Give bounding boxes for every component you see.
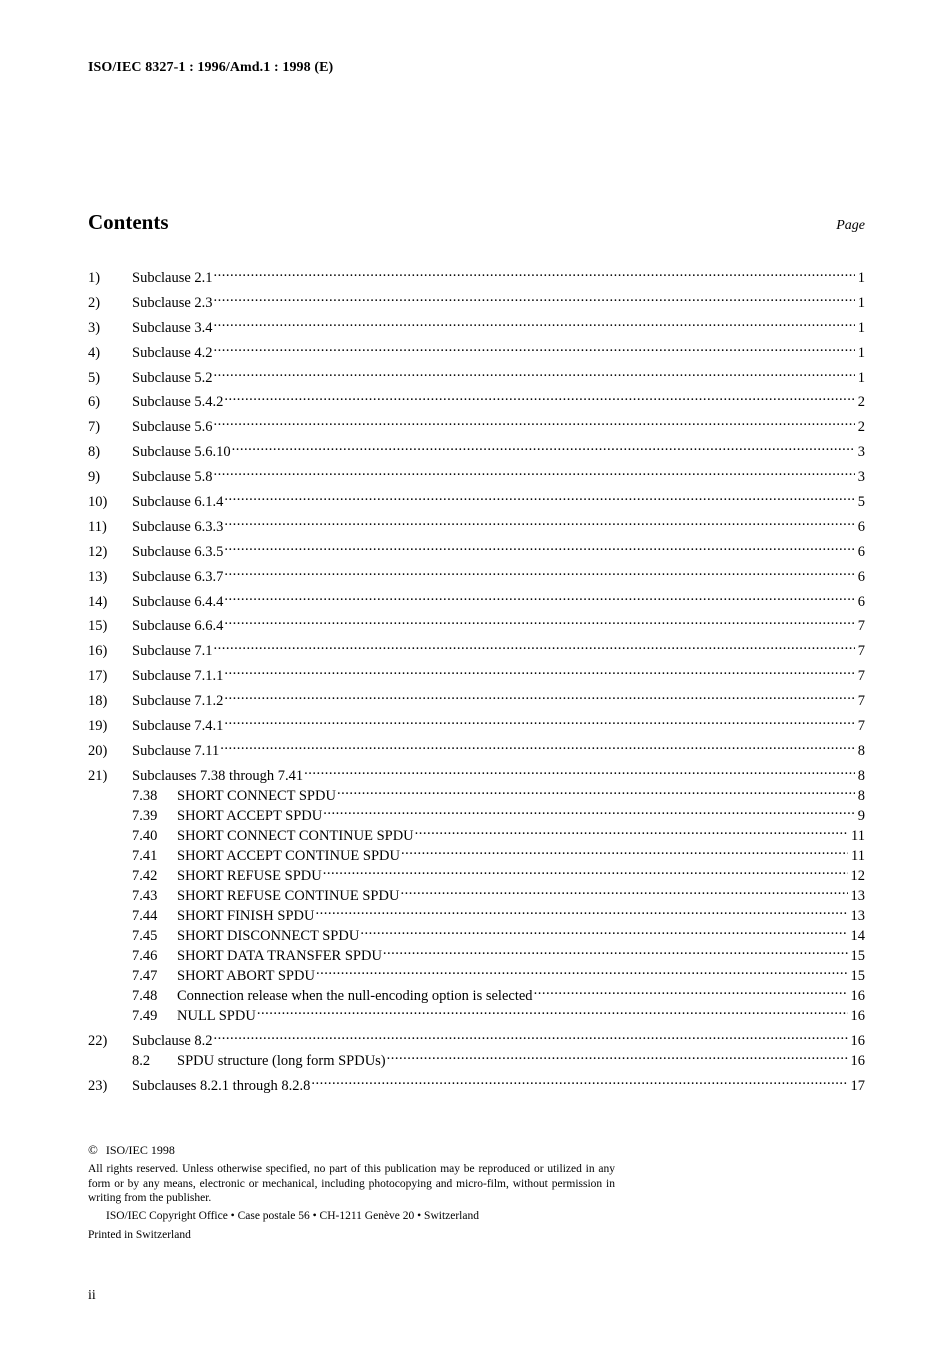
toc-subitem-number: 7.43 bbox=[132, 887, 158, 904]
toc-row bbox=[88, 262, 865, 286]
toc-item-title: Subclause 6.1.4 bbox=[132, 494, 224, 511]
toc-subitem-number: 7.42 bbox=[132, 867, 158, 884]
toc-item-number: 13) bbox=[88, 568, 108, 585]
document-reference: ISO/IEC 8327-1 : 1996/Amd.1 : 1998 (E) bbox=[88, 60, 334, 75]
toc-subitem-page: 13 bbox=[850, 887, 865, 904]
dot-leader bbox=[224, 386, 854, 406]
toc-entry bbox=[88, 610, 865, 635]
toc-subrow bbox=[88, 840, 865, 864]
toc-subitem-title: SHORT REFUSE CONTINUE SPDU bbox=[177, 887, 400, 904]
toc-item-page: 7 bbox=[857, 718, 865, 735]
toc-item-number: 5) bbox=[88, 369, 101, 386]
toc-item-title: Subclause 5.6 bbox=[132, 419, 213, 436]
toc-item-page: 8 bbox=[857, 767, 865, 784]
contents-header bbox=[88, 210, 865, 240]
toc-subitem-page: 12 bbox=[850, 867, 865, 884]
toc-item-number: 12) bbox=[88, 543, 108, 560]
toc-entry bbox=[88, 362, 865, 386]
toc-item-number: 14) bbox=[88, 593, 108, 610]
toc-row bbox=[88, 436, 865, 461]
toc-item-page: 3 bbox=[857, 444, 865, 461]
dot-leader bbox=[232, 436, 855, 456]
toc-item-page: 2 bbox=[857, 394, 865, 411]
toc-entry bbox=[88, 287, 865, 311]
toc-item-number: 1) bbox=[88, 270, 101, 286]
dot-leader bbox=[323, 800, 854, 820]
page-number: ii bbox=[88, 1288, 96, 1303]
toc-row bbox=[88, 362, 865, 386]
toc-item-page: 1 bbox=[857, 319, 865, 336]
toc-item-page: 1 bbox=[857, 369, 865, 386]
toc-entry bbox=[88, 685, 865, 710]
toc-entry bbox=[88, 436, 865, 461]
toc-item-title: Subclause 7.11 bbox=[132, 742, 220, 759]
dot-leader bbox=[387, 1045, 848, 1065]
toc-row bbox=[88, 635, 865, 660]
toc-row bbox=[88, 386, 865, 411]
toc-item-title: Subclause 7.1.1 bbox=[132, 668, 224, 685]
toc-subitem-title: SHORT REFUSE SPDU bbox=[177, 867, 322, 884]
toc-row bbox=[88, 312, 865, 336]
toc-row bbox=[88, 710, 865, 735]
toc-item-title: Subclause 5.4.2 bbox=[132, 394, 224, 411]
toc-item-title: Subclause 6.6.4 bbox=[132, 618, 224, 635]
dot-leader bbox=[224, 660, 854, 680]
toc-item-page: 7 bbox=[857, 618, 865, 635]
toc-subitem-page: 9 bbox=[857, 807, 865, 824]
dot-leader bbox=[257, 1000, 848, 1020]
toc-item-page: 7 bbox=[857, 668, 865, 685]
toc-entry bbox=[88, 486, 865, 511]
table-of-contents bbox=[88, 262, 865, 1094]
toc-entry bbox=[88, 710, 865, 735]
toc-item-page: 6 bbox=[857, 568, 865, 585]
toc-subitem-title: SHORT DISCONNECT SPDU bbox=[177, 927, 360, 944]
toc-subitem-title: SHORT CONNECT SPDU bbox=[177, 787, 336, 804]
toc-subrow bbox=[88, 980, 865, 1004]
toc-entry bbox=[88, 461, 865, 486]
toc-item-page: 5 bbox=[857, 494, 865, 511]
dot-leader bbox=[360, 920, 847, 940]
dot-leader bbox=[224, 486, 854, 506]
printed-location: Printed in Switzerland bbox=[88, 1229, 191, 1241]
dot-leader bbox=[220, 735, 854, 755]
toc-subrow bbox=[88, 1045, 865, 1069]
toc-subitem-number: 7.44 bbox=[132, 907, 158, 924]
toc-entry bbox=[88, 760, 865, 1024]
dot-leader bbox=[383, 940, 848, 960]
dot-leader bbox=[224, 511, 854, 531]
dot-leader bbox=[214, 362, 855, 382]
toc-item-title: Subclauses 7.38 through 7.41 bbox=[132, 767, 304, 784]
toc-row bbox=[88, 486, 865, 511]
toc-subitem-title: SHORT ABORT SPDU bbox=[177, 967, 315, 984]
toc-subrow bbox=[88, 880, 865, 904]
toc-subrow bbox=[88, 860, 865, 884]
toc-item-number: 21) bbox=[88, 767, 108, 784]
dot-leader bbox=[323, 860, 848, 880]
toc-row bbox=[88, 337, 865, 361]
toc-item-title: Subclauses 8.2.1 through 8.2.8 bbox=[132, 1077, 311, 1094]
toc-subitem-page: 15 bbox=[850, 947, 865, 964]
toc-item-title: Subclause 7.1.2 bbox=[132, 693, 224, 710]
toc-entry bbox=[88, 337, 865, 361]
toc-item-title: Subclause 6.3.7 bbox=[132, 568, 224, 585]
dot-leader bbox=[534, 980, 848, 1000]
toc-item-number: 6) bbox=[88, 394, 101, 411]
toc-subitem-number: 7.47 bbox=[132, 967, 158, 984]
toc-row bbox=[88, 287, 865, 311]
dot-leader bbox=[337, 780, 855, 800]
toc-item-title: Subclause 6.3.5 bbox=[132, 543, 224, 560]
toc-row bbox=[88, 660, 865, 685]
toc-entry bbox=[88, 660, 865, 685]
contents-title: Contents bbox=[88, 210, 169, 234]
toc-item-title: Subclause 5.2 bbox=[132, 369, 213, 386]
toc-subrow bbox=[88, 820, 865, 844]
toc-entry bbox=[88, 511, 865, 535]
dot-leader bbox=[214, 1025, 848, 1045]
toc-item-number: 10) bbox=[88, 494, 108, 511]
toc-row bbox=[88, 411, 865, 436]
dot-leader bbox=[224, 610, 854, 630]
dot-leader bbox=[304, 760, 855, 780]
toc-item-page: 17 bbox=[850, 1077, 865, 1094]
toc-row bbox=[88, 685, 865, 710]
toc-item-title: Subclause 8.2 bbox=[132, 1032, 213, 1049]
dot-leader bbox=[214, 461, 855, 481]
toc-subitem-page: 16 bbox=[850, 1052, 865, 1069]
toc-subitem-number: 7.39 bbox=[132, 807, 158, 824]
toc-item-page: 6 bbox=[857, 543, 865, 560]
toc-item-number: 11) bbox=[88, 518, 107, 535]
toc-subitem-title: SHORT FINISH SPDU bbox=[177, 907, 315, 924]
toc-entry bbox=[88, 536, 865, 560]
toc-item-number: 19) bbox=[88, 718, 108, 735]
toc-item-title: Subclause 5.6.10 bbox=[132, 444, 231, 461]
dot-leader bbox=[224, 536, 854, 556]
toc-item-page: 7 bbox=[857, 643, 865, 660]
toc-item-number: 3) bbox=[88, 319, 101, 336]
page-column-label: Page bbox=[836, 218, 865, 233]
toc-entry bbox=[88, 262, 865, 286]
toc-entry bbox=[88, 735, 865, 759]
dot-leader bbox=[316, 960, 848, 980]
rights-notice: All rights reserved. Unless otherwise specified, no part of this publication may be reproduced or utilized in any form or by any means, electronic or mechanical, including photocopying and micro-film, without permission in writing from the publisher. bbox=[88, 1163, 615, 1205]
toc-row bbox=[88, 760, 865, 784]
toc-entry bbox=[88, 411, 865, 436]
toc-item-number: 22) bbox=[88, 1032, 108, 1049]
dot-leader bbox=[224, 710, 854, 730]
toc-item-title: Subclause 2.1 bbox=[132, 270, 213, 286]
toc-item-title: Subclause 3.4 bbox=[132, 319, 213, 336]
toc-subitem-page: 14 bbox=[850, 927, 865, 944]
toc-subrow bbox=[88, 940, 865, 964]
toc-subitem-title: SHORT ACCEPT SPDU bbox=[177, 807, 323, 824]
toc-item-number: 23) bbox=[88, 1077, 108, 1094]
toc-item-number: 4) bbox=[88, 344, 101, 361]
toc-item-number: 2) bbox=[88, 294, 101, 311]
toc-item-number: 9) bbox=[88, 469, 101, 486]
toc-subitem-page: 13 bbox=[850, 907, 865, 924]
toc-subitem-title: SHORT CONNECT CONTINUE SPDU bbox=[177, 827, 414, 844]
toc-row bbox=[88, 461, 865, 486]
toc-item-page: 1 bbox=[857, 344, 865, 361]
toc-item-page: 1 bbox=[857, 294, 865, 311]
toc-item-page: 7 bbox=[857, 693, 865, 710]
toc-item-number: 16) bbox=[88, 643, 108, 660]
copyright-office-address: ISO/IEC Copyright Office • Case postale 56 • CH-1211 Genève 20 • Switzerland bbox=[106, 1210, 479, 1222]
toc-subrow bbox=[88, 900, 865, 924]
toc-subitem-page: 15 bbox=[850, 967, 865, 984]
toc-entry bbox=[88, 635, 865, 660]
toc-subitem-title: Connection release when the null-encoding option is selected bbox=[177, 987, 533, 1004]
toc-item-page: 1 bbox=[857, 270, 865, 286]
toc-subitem-page: 11 bbox=[851, 847, 865, 864]
toc-subrow bbox=[88, 960, 865, 984]
dot-leader bbox=[311, 1070, 847, 1090]
toc-item-title: Subclause 4.2 bbox=[132, 344, 213, 361]
toc-subitem-page: 16 bbox=[850, 1007, 865, 1024]
toc-subitem-title: SHORT ACCEPT CONTINUE SPDU bbox=[177, 847, 400, 864]
toc-subrow bbox=[88, 920, 865, 944]
toc-item-page: 2 bbox=[857, 419, 865, 436]
toc-subitem-title: SHORT DATA TRANSFER SPDU bbox=[177, 947, 382, 964]
toc-item-number: 18) bbox=[88, 693, 108, 710]
toc-row bbox=[88, 1070, 865, 1094]
toc-row bbox=[88, 511, 865, 535]
toc-subitem-page: 11 bbox=[851, 827, 865, 844]
toc-item-number: 20) bbox=[88, 742, 108, 759]
toc-item-page: 8 bbox=[857, 742, 865, 759]
dot-leader bbox=[214, 411, 855, 431]
toc-item-number: 8) bbox=[88, 444, 101, 461]
toc-row bbox=[88, 586, 865, 610]
toc-item-page: 3 bbox=[857, 469, 865, 486]
toc-item-title: Subclause 7.4.1 bbox=[132, 718, 224, 735]
toc-subitem-number: 7.40 bbox=[132, 827, 158, 844]
toc-item-page: 16 bbox=[850, 1032, 865, 1049]
dot-leader bbox=[214, 312, 855, 332]
toc-row bbox=[88, 1025, 865, 1049]
dot-leader bbox=[214, 337, 855, 357]
toc-subitem-title: SPDU structure (long form SPDUs) bbox=[177, 1052, 386, 1069]
toc-item-title: Subclause 5.8 bbox=[132, 469, 213, 486]
toc-subrow bbox=[88, 780, 865, 804]
toc-entry bbox=[88, 386, 865, 411]
toc-subrow bbox=[88, 800, 865, 824]
toc-item-number: 7) bbox=[88, 419, 101, 436]
toc-subitem-page: 16 bbox=[850, 987, 865, 1004]
toc-row bbox=[88, 735, 865, 759]
copyright-symbol: © bbox=[88, 1142, 98, 1157]
toc-subitem-page: 8 bbox=[857, 787, 865, 804]
toc-subitem-number: 7.45 bbox=[132, 927, 158, 944]
toc-subitem-number: 8.2 bbox=[132, 1052, 151, 1069]
toc-subrow bbox=[88, 1000, 865, 1024]
toc-subitem-number: 7.49 bbox=[132, 1007, 158, 1024]
copyright-text: ISO/IEC 1998 bbox=[105, 1143, 175, 1157]
dot-leader bbox=[401, 840, 848, 860]
dot-leader bbox=[214, 287, 855, 307]
toc-item-number: 17) bbox=[88, 668, 108, 685]
toc-subitem-number: 7.38 bbox=[132, 787, 158, 804]
toc-entry bbox=[88, 586, 865, 610]
toc-item-page: 6 bbox=[857, 593, 865, 610]
toc-subitem-number: 7.41 bbox=[132, 847, 158, 864]
copyright-line bbox=[88, 1142, 175, 1158]
toc-item-title: Subclause 6.3.3 bbox=[132, 518, 224, 535]
toc-item-title: Subclause 7.1 bbox=[132, 643, 213, 660]
toc-subitem-number: 7.46 bbox=[132, 947, 158, 964]
toc-item-page: 6 bbox=[857, 518, 865, 535]
toc-item-title: Subclause 6.4.4 bbox=[132, 593, 224, 610]
dot-leader bbox=[224, 685, 854, 705]
dot-leader bbox=[224, 561, 854, 581]
toc-entry bbox=[88, 312, 865, 336]
dot-leader bbox=[400, 880, 847, 900]
dot-leader bbox=[224, 586, 854, 606]
toc-entry bbox=[88, 1070, 865, 1094]
toc-row bbox=[88, 536, 865, 560]
toc-subitem-number: 7.48 bbox=[132, 987, 158, 1004]
toc-entry bbox=[88, 1025, 865, 1069]
toc-row bbox=[88, 561, 865, 585]
toc-row bbox=[88, 610, 865, 635]
dot-leader bbox=[315, 900, 847, 920]
dot-leader bbox=[214, 262, 855, 282]
dot-leader bbox=[214, 635, 855, 655]
toc-entry bbox=[88, 561, 865, 585]
toc-item-title: Subclause 2.3 bbox=[132, 294, 213, 311]
toc-subitem-title: NULL SPDU bbox=[177, 1007, 256, 1024]
dot-leader bbox=[415, 820, 848, 840]
toc-item-number: 15) bbox=[88, 618, 108, 635]
